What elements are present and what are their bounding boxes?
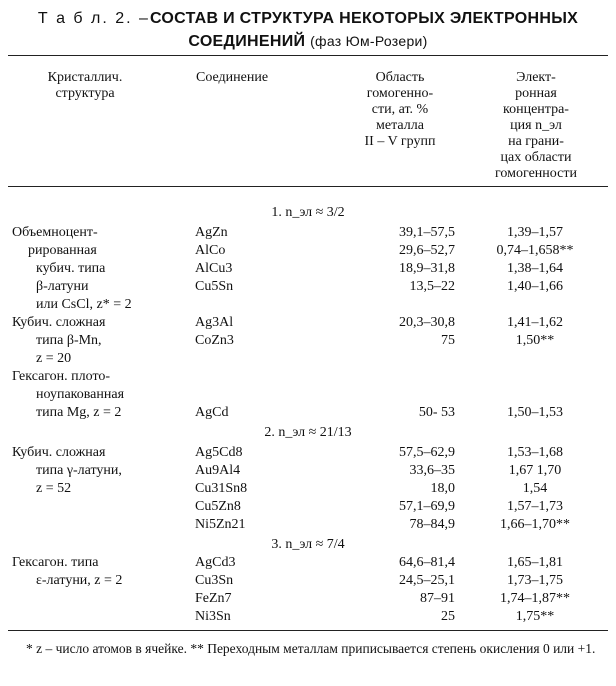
footnote: * z – число атомов в ячейке. ** Переходным металлам приписывается степень окисления 0 или +1. <box>26 641 596 656</box>
table-row: FeZn7 87–91 1,74–1,87** <box>195 591 570 606</box>
table-row: Гексагон. плото- <box>12 369 111 384</box>
header-compound: Соединение <box>196 70 269 85</box>
table-row: Ni3Sn 25 1,75** <box>195 609 555 624</box>
table-row: ноупакованная <box>36 387 125 402</box>
title-line-1: СОСТАВ И СТРУКТУРА НЕКОТОРЫХ ЭЛЕКТРОННЫХ <box>149 10 579 27</box>
table-row: Кубич. сложная Ag5Cd8 57,5–62,9 1,53–1,68 <box>12 445 563 460</box>
section-2-label: 2. n_эл ≈ 21/13 <box>264 425 352 440</box>
header-concentration: Элект- ронная концентра- ция n_эл на грани- цах области гомогенности <box>495 70 577 181</box>
header-structure: Кристаллич. структура <box>47 70 123 101</box>
header-range: Область гомогенно- сти, ат. % металла II – V групп <box>364 70 436 149</box>
table-row: β-латуни Cu5Sn 13,5–22 1,40–1,66 <box>36 279 563 294</box>
table-number: Т а б л. 2. – <box>37 10 150 27</box>
table-row: z = 20 <box>36 351 72 366</box>
title-subtitle: (фаз Юм-Розери) <box>310 33 428 49</box>
table-row: рированная AlCo 29,6–52,7 0,74–1,658** <box>28 243 574 258</box>
table-row: ε-латуни, z = 2 Cu3Sn 24,5–25,1 1,73–1,75 <box>36 573 563 588</box>
table-row: типа Mg, z = 2 AgCd 50- 53 1,50–1,53 <box>36 405 563 420</box>
section-1-label: 1. n_эл ≈ 3/2 <box>271 205 345 220</box>
title-line-2: СОЕДИНЕНИЙ <box>188 33 306 50</box>
section-3-label: 3. n_эл ≈ 7/4 <box>271 537 345 552</box>
table-row: Объемноцент- AgZn 39,1–57,5 1,39–1,57 <box>12 225 563 240</box>
table-row: типа γ-латуни, Au9Al4 33,6–35 1,67 1,70 <box>36 463 562 478</box>
table-row: Кубич. сложная Ag3Al 20,3–30,8 1,41–1,62 <box>12 315 563 330</box>
table-row: Гексагон. типа AgCd3 64,6–81,4 1,65–1,81 <box>12 555 563 570</box>
table-row: типа β-Mn, CoZn3 75 1,50** <box>36 333 555 348</box>
table-row: или CsCl, z* = 2 <box>36 297 132 312</box>
bottom-rule <box>8 630 608 631</box>
table-title <box>0 8 616 53</box>
top-rule <box>8 55 608 56</box>
table-row: Cu5Zn8 57,1–69,9 1,57–1,73 <box>195 499 563 514</box>
header-rule <box>8 186 608 187</box>
table-row: кубич. типа AlCu3 18,9–31,8 1,38–1,64 <box>36 261 563 276</box>
table-row: Ni5Zn21 78–84,9 1,66–1,70** <box>195 517 570 532</box>
table-row: z = 52 Cu31Sn8 18,0 1,54 <box>36 481 548 496</box>
